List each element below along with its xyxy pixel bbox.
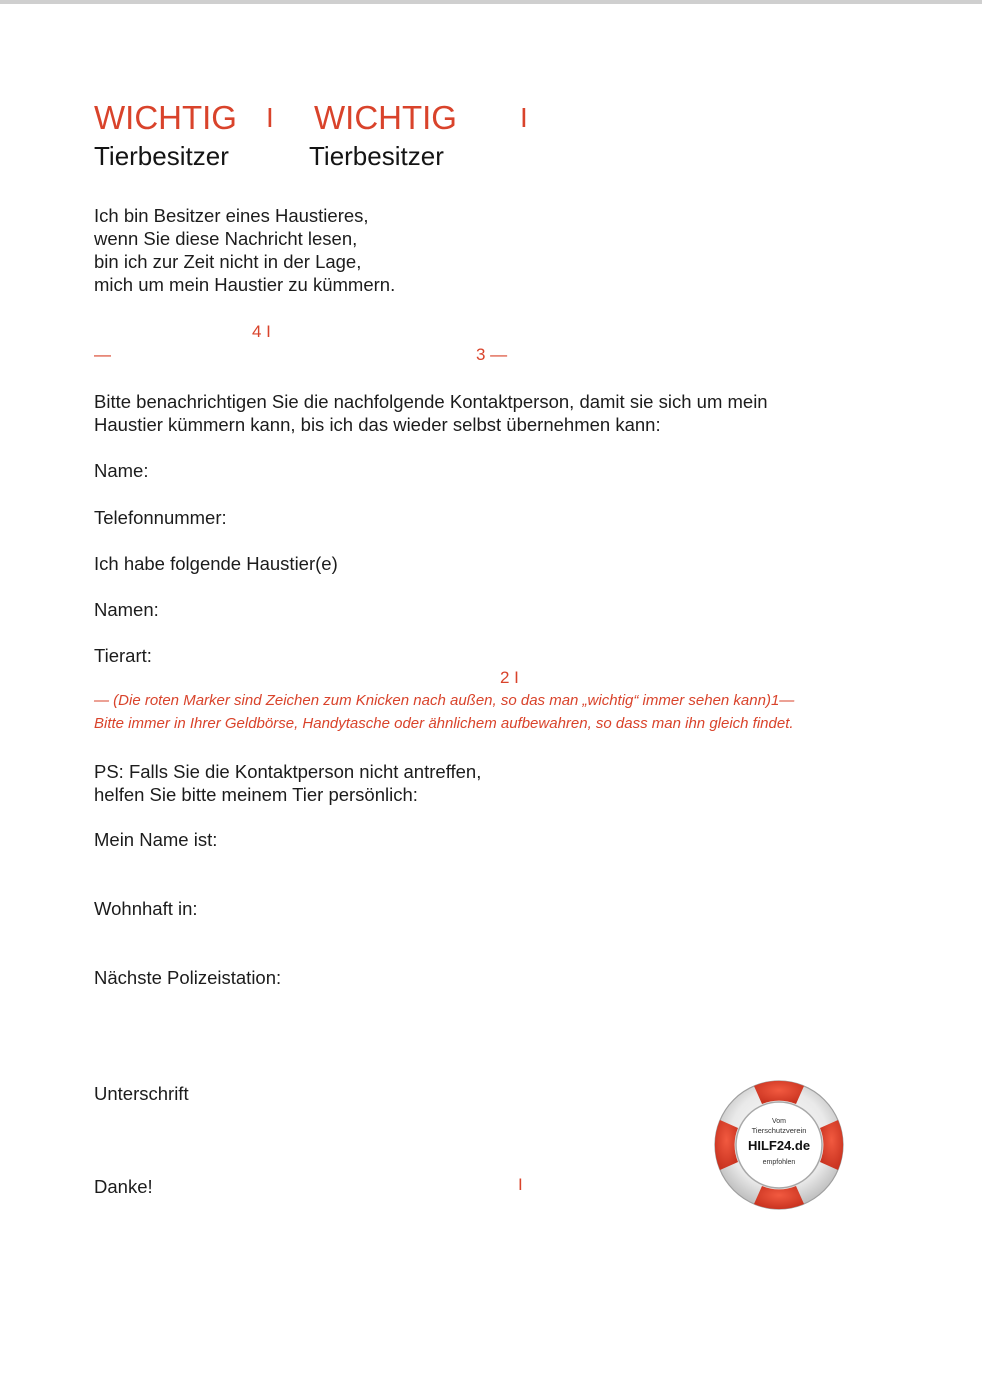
fold-marker-dash-left: — bbox=[94, 345, 111, 364]
fold-marker-3: 3 — bbox=[476, 345, 508, 364]
pet-names-label: Namen: bbox=[94, 599, 159, 620]
lifebuoy-logo bbox=[712, 1078, 846, 1212]
logo-brand: HILF24.de bbox=[747, 1138, 811, 1153]
logo-text-empfohlen: empfohlen bbox=[762, 1159, 796, 1166]
ring-segment-top bbox=[754, 1081, 804, 1104]
intro-paragraph bbox=[94, 204, 395, 296]
tierbesitzer-subtitle-1: Tierbesitzer bbox=[94, 141, 229, 171]
ps-line: PS: Falls Sie die Kontaktperson nicht antreffen, bbox=[94, 761, 482, 782]
fold-marker-2: 2 I bbox=[500, 668, 519, 687]
logo-text-vom: Vom bbox=[771, 1118, 787, 1125]
request-line: Bitte benachrichtigen Sie die nachfolgende Kontaktperson, damit sie sich um mein bbox=[94, 391, 768, 412]
wichtig-heading-1: WICHTIG bbox=[94, 99, 237, 136]
intro-line: wenn Sie diese Nachricht lesen, bbox=[94, 228, 358, 249]
fold-marker-bottom: I bbox=[518, 1175, 523, 1194]
wichtig-heading-2: WICHTIG bbox=[314, 99, 457, 136]
ring-segment-bottom bbox=[754, 1186, 804, 1209]
fold-instruction-note: — (Die roten Marker sind Zeichen zum Knicken nach außen, so das man „wichtig“ immer sehen kann)1— bbox=[94, 692, 795, 709]
fold-marker-4: 4 I bbox=[252, 322, 271, 341]
ps-line: helfen Sie bitte meinem Tier persönlich: bbox=[94, 784, 418, 805]
my-name-label: Mein Name ist: bbox=[94, 829, 218, 850]
ring-segment-right bbox=[820, 1120, 843, 1170]
request-line: Haustier kümmern kann, bis ich das wieder selbst übernehmen kann: bbox=[94, 414, 661, 435]
tierbesitzer-subtitle-2: Tierbesitzer bbox=[309, 141, 444, 171]
fold-separator-1: I bbox=[266, 102, 274, 133]
logo-text-verein: Tierschutzverein bbox=[751, 1126, 807, 1135]
signature-label: Unterschrift bbox=[94, 1083, 189, 1104]
contact-phone-label: Telefonnummer: bbox=[94, 507, 227, 528]
intro-line: bin ich zur Zeit nicht in der Lage, bbox=[94, 251, 362, 272]
request-paragraph bbox=[94, 390, 768, 436]
pets-label: Ich habe folgende Haustier(e) bbox=[94, 553, 338, 574]
residence-label: Wohnhaft in: bbox=[94, 898, 198, 919]
storage-instruction-note: Bitte immer in Ihrer Geldbörse, Handytasche oder ähnlichem aufbewahren, so dass man ihn gleich findet. bbox=[94, 715, 794, 732]
contact-name-label: Name: bbox=[94, 460, 149, 481]
ring-segment-left bbox=[715, 1120, 738, 1170]
top-border bbox=[0, 0, 982, 4]
intro-line: Ich bin Besitzer eines Haustieres, bbox=[94, 205, 369, 226]
thanks-text: Danke! bbox=[94, 1176, 153, 1197]
intro-line: mich um mein Haustier zu kümmern. bbox=[94, 274, 396, 295]
pet-species-label: Tierart: bbox=[94, 645, 152, 666]
ps-paragraph bbox=[94, 760, 481, 806]
police-station-label: Nächste Polizeistation: bbox=[94, 967, 282, 988]
fold-separator-2: I bbox=[520, 102, 528, 133]
